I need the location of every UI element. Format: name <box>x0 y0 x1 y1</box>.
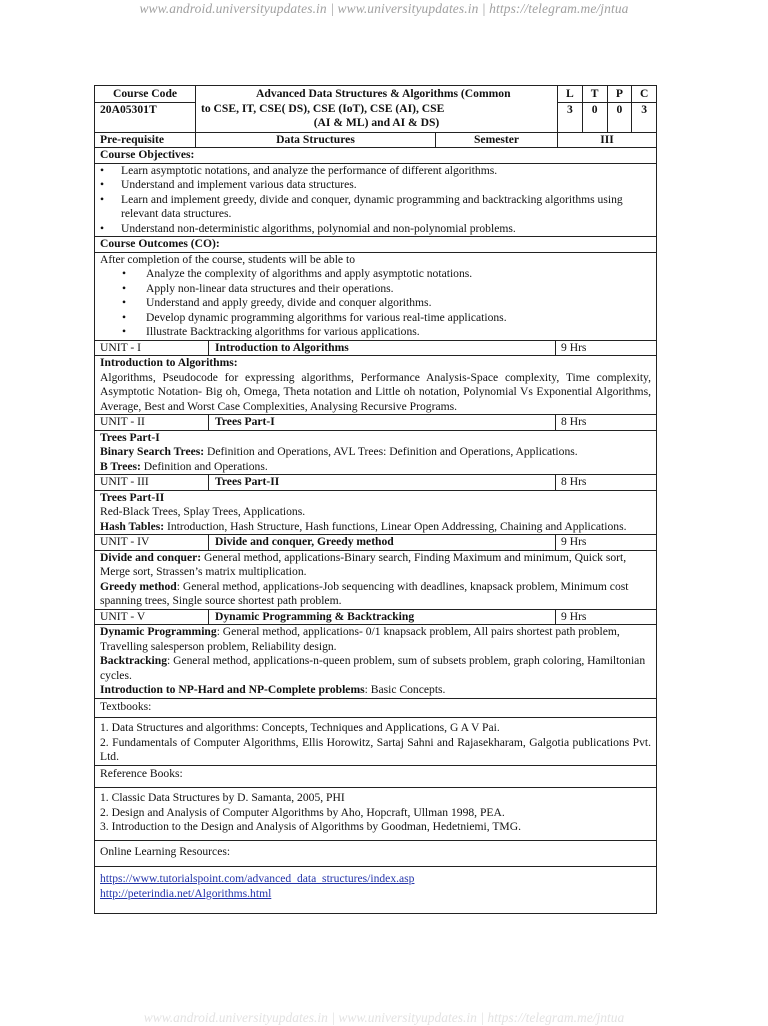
unit-5-hours: 9 Hrs <box>561 609 587 623</box>
course-title-line2: to CSE, IT, CSE( DS), CSE (IoT), CSE (AI), CSE <box>201 101 445 115</box>
unit-5-paragraph-2: Backtracking: General method, applications-n-queen problem, sum of subsets problem, graph coloring, Hamiltonian cycles. <box>100 654 646 682</box>
unit-3-paragraph-1: Red-Black Trees, Splay Trees, Applications. <box>100 505 306 518</box>
unit-4-header <box>95 535 656 551</box>
objectives-heading: Course Objectives: <box>100 148 195 161</box>
unit-1-body: Algorithms, Pseudocode for expressing algorithms, Performance Analysis-Space complexity, Time complexity, Asymptotic Notation- Big oh, Omega, Theta notation and Little oh notation, Polynomial Vs Exponential Algorithms, Average, Best and Worst Case Complexities, Analysing Recursive Programs. <box>100 370 651 413</box>
outcome-item: • Analyze the complexity of algorithms and apply asymptotic notations. <box>122 267 473 280</box>
objective-item: • Learn and implement greedy, divide and conquer, dynamic programming and backtracking algorithms using relevant data structures. <box>100 192 623 220</box>
unit-2-hours: 8 Hrs <box>561 415 587 428</box>
unit-4-hours: 9 Hrs <box>561 535 587 548</box>
tutorialspoint-link[interactable]: https://www.tutorialspoint.com/advanced_data_structures/index.asp <box>100 872 415 885</box>
references-heading-row <box>95 766 656 789</box>
unit-1-content <box>95 356 656 415</box>
ltpc-t-value: 0 <box>583 103 608 132</box>
unit-4-label: UNIT - IV <box>95 535 209 550</box>
outcome-item: • Apply non-linear data structures and their operations. <box>122 281 394 295</box>
unit-4-content <box>95 551 656 610</box>
textbook-item: 1. Data Structures and algorithms: Concepts, Techniques and Applications, G A V Pai. <box>100 721 500 734</box>
reference-item: 3. Introduction to the Design and Analysis of Algorithms by Goodman, Hedetniemi, TMG. <box>100 820 521 833</box>
footer-watermark: www.android.universityupdates.in | www.universityupdates.in | https://telegram.me/jntua <box>143 1010 625 1025</box>
textbooks-list <box>95 718 656 766</box>
outcomes-list <box>95 253 656 341</box>
course-code-label: Course Code <box>112 87 178 100</box>
unit-2-paragraph-1: Binary Search Trees: Definition and Operations, AVL Trees: Definition and Operations, Applications. <box>100 445 578 458</box>
prerequisite-label: Pre-requisite <box>95 133 196 148</box>
reference-item: 2. Design and Analysis of Computer Algorithms by Aho, Hopcraft, Ullman 1998, PEA. <box>100 805 505 819</box>
prerequisite-value: Data Structures <box>196 133 436 148</box>
textbooks-heading: Textbooks: <box>100 699 152 713</box>
unit-2-header <box>95 415 656 431</box>
unit-3-content <box>95 491 656 536</box>
unit-2-paragraph-2: B Trees: Definition and Operations. <box>100 459 268 473</box>
unit-1-header <box>95 341 656 357</box>
course-header-row <box>95 86 656 133</box>
unit-1-hours: 9 Hrs <box>561 340 587 354</box>
course-code-cell <box>95 86 196 132</box>
textbooks-heading-row <box>95 699 656 719</box>
outcomes-heading: Course Outcomes (CO): <box>100 237 220 250</box>
ltpc-c-value: 3 <box>641 102 648 116</box>
reference-item: 1. Classic Data Structures by D. Samanta, 2005, PHI <box>100 791 345 804</box>
course-code: 20A05301T <box>95 102 195 118</box>
unit-3-heading: Trees Part-II <box>100 490 165 504</box>
outcomes-heading-row <box>95 237 656 253</box>
unit-4-title: Divide and conquer, Greedy method <box>209 535 556 550</box>
unit-5-title: Dynamic Programming & Backtracking <box>209 610 556 625</box>
unit-1-title: Introduction to Algorithms <box>209 341 556 356</box>
objectives-heading-row <box>95 148 656 164</box>
textbook-item: 2. Fundamentals of Computer Algorithms, Ellis Horowitz, Sartaj Sahni and Rajasekharam, Galgotia publications Pvt. Ltd. <box>100 735 651 763</box>
unit-5-paragraph-1: Dynamic Programming: General method, applications- 0/1 knapsack problem, All pairs shortest path problem, Travelling salesperson problem, Reliability design. <box>100 625 620 653</box>
references-heading: Reference Books: <box>100 766 183 780</box>
ltpc-p-header: P <box>608 86 633 102</box>
objectives-list <box>95 164 656 238</box>
unit-2-content <box>95 431 656 476</box>
online-heading-row <box>95 841 656 868</box>
unit-3-title: Trees Part-II <box>209 475 556 490</box>
prerequisite-row <box>95 133 656 149</box>
objective-item: • Understand and implement various data structures. <box>100 178 357 191</box>
unit-4-paragraph-2: Greedy method: General method, applications-Job sequencing with deadlines, knapsack problem, Minimum cost spanning trees, Single source shortest path problem. <box>100 579 629 607</box>
unit-3-label: UNIT - III <box>95 475 209 490</box>
unit-1-heading: Introduction to Algorithms: <box>100 356 238 369</box>
ltpc-c-header: C <box>639 87 649 100</box>
outcome-item: • Understand and apply greedy, divide and conquer algorithms. <box>122 296 432 309</box>
syllabus-table <box>94 85 657 914</box>
ltpc-header-row <box>558 86 656 103</box>
unit-5-paragraph-3: Introduction to NP-Hard and NP-Complete problems: Basic Concepts. <box>100 683 446 696</box>
objective-item: • Learn asymptotic notations, and analyze the performance of different algorithms. <box>100 163 498 177</box>
unit-2-label: UNIT - II <box>95 415 209 430</box>
ltpc-l-value: 3 <box>558 103 583 132</box>
ltpc-cell <box>558 86 656 132</box>
objective-item: • Understand non-deterministic algorithms, polynomial and non-polynomial problems. <box>100 221 516 235</box>
course-title-line3: (AI & ML) and AI & DS) <box>313 116 440 129</box>
unit-2-title: Trees Part-I <box>209 415 556 430</box>
outcomes-intro: After completion of the course, students will be able to <box>100 252 355 266</box>
unit-3-paragraph-2: Hash Tables: Introduction, Hash Structure, Hash functions, Linear Open Addressing, Chaining and Applications. <box>100 519 627 533</box>
online-links <box>95 867 656 913</box>
unit-4-paragraph-1: Divide and conquer: General method, applications-Binary search, Finding Maximum and minimum, Quick sort, Merge sort, Strassen’s matrix multiplication. <box>100 550 627 578</box>
unit-3-header <box>95 475 656 491</box>
unit-3-hours: 8 Hrs <box>561 475 587 488</box>
ltpc-t-header: T <box>583 86 608 102</box>
references-list <box>95 788 656 841</box>
ltpc-l-header: L <box>558 86 583 102</box>
semester-value: III <box>600 132 614 146</box>
course-title-cell <box>196 86 558 132</box>
online-heading: Online Learning Resources: <box>100 844 231 858</box>
unit-5-header <box>95 610 656 626</box>
ltpc-value-row <box>558 103 656 132</box>
unit-5-content <box>95 625 656 699</box>
ltpc-p-value: 0 <box>608 103 633 132</box>
header-watermark: www.android.universityupdates.in | www.universityupdates.in | https://telegram.me/jntua <box>139 1 629 16</box>
unit-2-heading: Trees Part-I <box>100 430 160 444</box>
outcome-item: • Illustrate Backtracking algorithms for various applications. <box>122 325 420 338</box>
course-title-line1: Advanced Data Structures & Algorithms (Common <box>256 87 511 100</box>
peterindia-link[interactable]: http://peterindia.net/Algorithms.html <box>100 886 272 900</box>
unit-5-label: UNIT - V <box>95 610 209 625</box>
semester-label: Semester <box>436 133 558 148</box>
unit-1-label: UNIT - I <box>95 341 209 356</box>
outcome-item: • Develop dynamic programming algorithms for various real-time applications. <box>122 310 507 324</box>
